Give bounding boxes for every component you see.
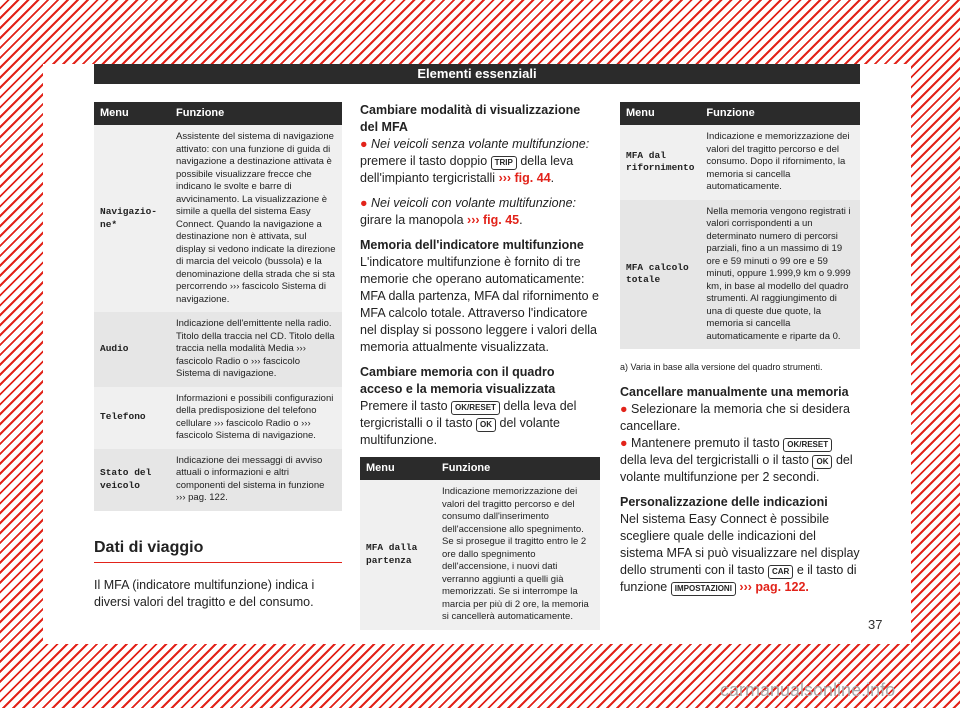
bullet-2: ● Mantenere premuto il tasto OK/RESET della leva del tergicristalli o il tasto OK del volante multifunzione per 2 secondi.: [620, 436, 853, 484]
middle-column: [360, 102, 600, 630]
heading: Personalizzazione delle indicazioni: [620, 495, 828, 509]
menu-table-2: Menu Funzione MFA dalla partenza Indicazione memorizzazione dei valori del tragitto percorso e del consumo dall'inserimento dell'accensione allo spegnimento. Se si prosegue il tragitto entro le 2 ore dallo spegnimento dell'accensione, i nuovi dati verranno aggiunti a quelli già memorizzati. Se si interrompe la marcia per più di 2 ore, la memoria si cancellerà automaticamente.: [360, 457, 600, 630]
paragraph: L'indicatore multifunzione è fornito di tre memorie che operano automaticamente: MFA dalla partenza, MFA dal rifornimento e MFA calcolo totale. Attraverso l'indicatore nel display si possono leggere i valori della memoria attualmente visualizzata.: [360, 255, 600, 354]
table-row: Audio Indicazione dell'emittente nella radio. Titolo della traccia nel CD. Titolo della traccia nella modalità Media ››› fascicolo Radio o ››› fascicolo Sistema di navigazione.: [94, 312, 342, 387]
paragraph: Premere il tasto OK/RESET della leva del tergicristalli o il tasto OK del volante multifunzione.: [360, 399, 577, 447]
table-row: Navigazio-ne* Assistente del sistema di navigazione attivato: con una funzione di guida di navigazione a destinazione attivata è possibile visualizzare frecce che indicano le svolte e barre di avvicinamento. La visualizzazione è simile a quella del sistema Easy Connect. Quando la navigazione a destinazione non è attivata, sul display si vedono indicate la direzione di marcia del veicolo (bussola) e la denominazione della strada che si sta percorrendo ››› fascicolo Sistema di navigazione.: [94, 125, 342, 312]
section-title: Dati di viaggio: [94, 539, 342, 563]
section-text: Il MFA (indicatore multifunzione) indica i diversi valori del tragitto e del consumo.: [94, 577, 315, 609]
right-column: [620, 102, 860, 604]
page-header: Elementi essenziali: [94, 64, 860, 84]
table-row: MFA dalla partenza Indicazione memorizzazione dei valori del tragitto percorso e del consumo dall'inserimento dell'accensione allo spegnimento. Se si prosegue il tragitto entro le 2 ore dallo spegnimento dell'accensione, i nuovi dati verranno aggiunti a quelli già memorizzati. Se si interrompe la marcia per più di 2 ore, la memoria si cancellerà automaticamente.: [360, 480, 600, 630]
heading: Cambiare memoria con il quadro acceso e la memoria visualizzata: [360, 365, 556, 396]
bullet-1: ● Selezionare la memoria che si desidera cancellare.: [620, 402, 850, 433]
table-row: Telefono Informazioni e possibili configurazioni della predisposizione del telefono cellulare ››› fascicolo Radio o ››› fascicolo Sistema di navigazione.: [94, 387, 342, 449]
watermark: carmanualsonline.info: [720, 680, 896, 700]
heading: Cancellare manualmente una memoria: [620, 385, 849, 399]
left-column: [94, 102, 342, 619]
table-row: MFA calcolo totale Nella memoria vengono registrati i valori corrispondenti a un determinato numero di percorsi parziali, fino a un massimo di 19 ore e 59 minuti o 99 ore e 59 minuti, oppure 1.999,9 km o 9.999 km, in base al modello del quadro strumenti. Al raggiungimento di una di queste due quote, la memoria si cancella automaticamente e riparte da 0.: [620, 200, 860, 350]
menu-table-1: Menu Funzione Navigazio-ne* Assistente del sistema di navigazione attivato: con una funzione di guida di navigazione a destinazione attivata è possibile visualizzare frecce che indicano le svolte e barre di avvicinamento. La visualizzazione è simile a quella del sistema Easy Connect. Quando la navigazione a destinazione non è attivata, sul display si vedono indicate la direzione di marcia del veicolo (bussola) e la denominazione della strada che si sta percorrendo ››› fascicolo Sistema di navigazione. Audio Indicazione dell'emittente nella radio. Titolo della traccia nel CD. Titolo della traccia nella modalità Media ››› fascicolo Radio o ››› fascicolo Sistema di navigazione. Telefono Informazioni e possibili configurazioni della predisposizione del telefono cellulare ››› fascicolo Radio o ››› fascicolo Sistema di navigazione. Stato del veicolo Indicazione dei messaggi di avviso attuali o informazioni e altri componenti del sistema in funzione ››› pag. 122.: [94, 102, 342, 511]
paragraph: Nel sistema Easy Connect è possibile scegliere quale delle indicazioni del sistema MFA si può visualizzare nel display dello strumenti con il tasto CAR e il tasto di funzione IMPOSTAZIONI ››› pag. 122.: [620, 512, 860, 594]
heading: Memoria dell'indicatore multifunzione: [360, 238, 584, 252]
bullet-1: ● Nei veicoli senza volante multifunzione: premere il tasto doppio TRIP della leva dell'impianto tergicristalli ››› fig. 44.: [360, 137, 590, 185]
heading: Cambiare modalità di visualizzazione del MFA: [360, 103, 581, 134]
bullet-2: ● Nei veicoli con volante multifunzione: girare la manopola ››› fig. 45.: [360, 196, 576, 227]
menu-table-3: Menu Funzione MFA dal rifornimento Indicazione e memorizzazione dei valori del tragitto percorso e del consumo. Dopo il rifornimento, la memoria si cancella automaticamente. MFA calcolo totale Nella memoria vengono registrati i valori corrispondenti a un determinato numero di percorsi parziali, fino a un massimo di 19 ore e 59 minuti o 99 ore e 59 minuti, oppure 1.999,9 km o 9.999 km, in base al modello del quadro strumenti. Al raggiungimento di una di queste due quote, la memoria si cancella automaticamente e riparte da 0.: [620, 102, 860, 349]
footnote: a) Varia in base alla versione del quadro strumenti.: [620, 362, 823, 372]
table-row: Stato del veicolo Indicazione dei messaggi di avviso attuali o informazioni e altri componenti del sistema in funzione ››› pag. 122.: [94, 449, 342, 511]
table-row: MFA dal rifornimento Indicazione e memorizzazione dei valori del tragitto percorso e del consumo. Dopo il rifornimento, la memoria si cancella automaticamente.: [620, 125, 860, 200]
page-number: 37: [868, 617, 883, 632]
